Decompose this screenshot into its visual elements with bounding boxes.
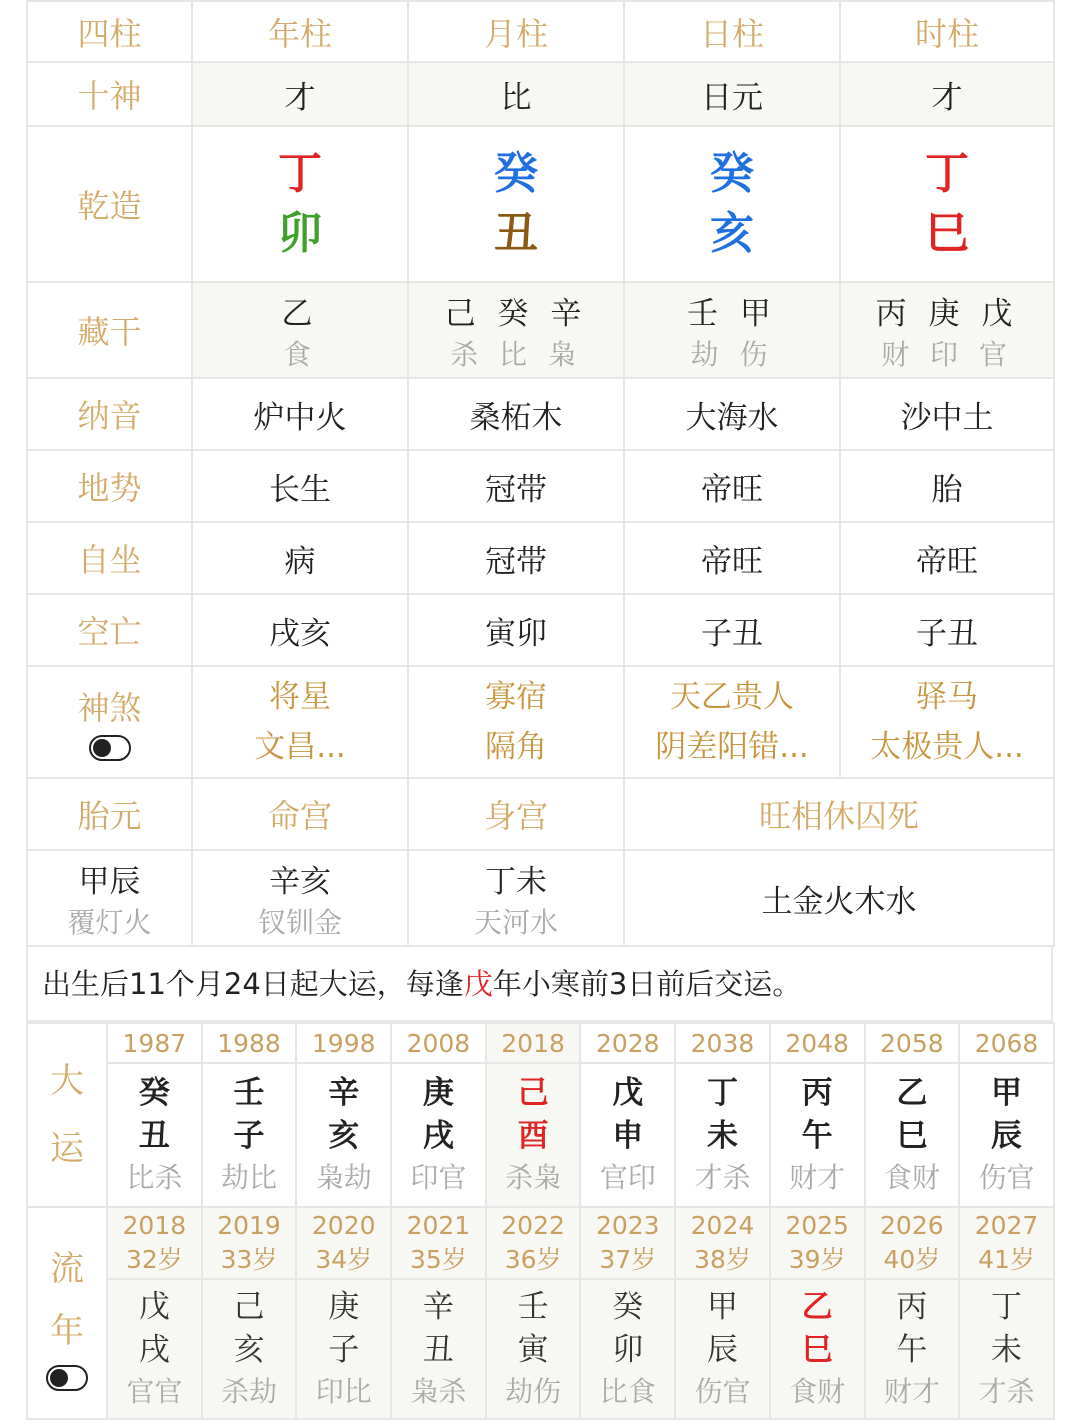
liunian-stem: 戊 — [138, 1289, 170, 1325]
dayun-cell[interactable] — [391, 1063, 486, 1207]
liunian-branch: 午 — [896, 1332, 928, 1368]
dayun-branch: 子 — [233, 1118, 265, 1154]
dayun-cell[interactable] — [770, 1063, 865, 1207]
dayun-cell[interactable] — [580, 1063, 675, 1207]
liunian-cell[interactable] — [296, 1279, 391, 1419]
shensha-toggle[interactable] — [89, 735, 131, 761]
kongwang-cell: 子丑 — [624, 594, 840, 666]
dishi-cell: 胎 — [840, 450, 1054, 522]
canggan-shen: 财 印 官 — [881, 337, 1013, 371]
shishen-row — [27, 62, 1054, 126]
liunian-year: 2026 — [880, 1210, 944, 1240]
taiyuan-header-row — [27, 778, 1054, 850]
dayun-label-char: 大 — [50, 1061, 84, 1101]
dayun-year: 1998 — [296, 1023, 391, 1063]
liunian-year-cell[interactable] — [486, 1207, 581, 1279]
shengong-ny: 天河水 — [473, 905, 558, 939]
liunian-shishen: 杀劫 — [221, 1375, 278, 1408]
dayun-shishen: 伤官 — [978, 1161, 1035, 1194]
dayun-shishen: 官印 — [599, 1161, 656, 1194]
liunian-toggle[interactable] — [46, 1365, 88, 1391]
liunian-label-char: 流 — [50, 1249, 84, 1289]
taiyuan-label: 胎元 — [27, 778, 192, 850]
shensha-label-cell — [27, 666, 192, 778]
taiyuan-ny: 覆灯火 — [67, 905, 152, 939]
dayun-branch: 午 — [801, 1118, 833, 1154]
canggan-shen: 杀 比 枭 — [450, 337, 582, 371]
dayun-branch: 亥 — [328, 1118, 360, 1154]
dayun-shishen: 印官 — [410, 1161, 467, 1194]
dayun-shishen: 才杀 — [694, 1161, 751, 1194]
dishi-cell: 冠带 — [408, 450, 624, 522]
liunian-age: 38岁 — [694, 1244, 751, 1274]
liunian-shishen: 比食 — [599, 1375, 656, 1408]
dayun-branch: 未 — [706, 1118, 738, 1154]
liunian-age: 39岁 — [788, 1244, 846, 1274]
dayun-stem: 甲 — [991, 1075, 1023, 1111]
row-label: 空亡 — [27, 594, 192, 666]
liunian-branch: 未 — [991, 1332, 1023, 1368]
kongwang-row — [27, 594, 1054, 666]
liunian-branch: 寅 — [517, 1332, 549, 1368]
liunian-year: 2018 — [122, 1210, 187, 1240]
branch: 亥 — [710, 208, 754, 259]
liunian-year-cell[interactable] — [580, 1207, 675, 1279]
liunian-side-label — [27, 1207, 107, 1419]
liunian-cell[interactable] — [675, 1279, 770, 1419]
taiyuan-value-row — [27, 850, 1054, 946]
liunian-year-cell[interactable] — [107, 1207, 202, 1279]
canggan-cell — [192, 282, 408, 378]
minggong-label: 命宫 — [192, 778, 408, 850]
shensha-cell[interactable] — [192, 666, 408, 778]
dayun-ganzhi-row — [27, 1063, 1054, 1207]
liunian-age: 41岁 — [978, 1244, 1035, 1274]
liunian-shishen: 财才 — [883, 1375, 940, 1408]
pillar-ganzhi — [192, 126, 408, 282]
liunian-shishen: 食财 — [789, 1375, 846, 1408]
dayun-cell[interactable] — [107, 1063, 202, 1207]
header-cell: 月柱 — [408, 1, 624, 62]
dayun-cell[interactable] — [486, 1063, 581, 1207]
liunian-cell[interactable] — [391, 1279, 486, 1419]
shengong-cell — [408, 850, 624, 946]
liunian-branch: 巳 — [801, 1332, 833, 1368]
row-label: 自坐 — [27, 522, 192, 594]
pillar-ganzhi — [840, 126, 1054, 282]
liunian-branch: 卯 — [612, 1332, 644, 1368]
liunian-age: 32岁 — [125, 1244, 183, 1274]
liunian-year-cell[interactable] — [391, 1207, 486, 1279]
liunian-year: 2020 — [311, 1210, 376, 1240]
row-label: 乾造 — [27, 126, 192, 282]
liunian-year: 2022 — [501, 1210, 565, 1240]
liunian-year-cell[interactable] — [770, 1207, 865, 1279]
minggong-gz: 辛亥 — [269, 863, 331, 900]
liunian-year-cell[interactable] — [202, 1207, 297, 1279]
dayun-shishen: 劫比 — [221, 1161, 278, 1194]
dayun-stem: 丁 — [706, 1075, 738, 1111]
liunian-age: 40岁 — [883, 1244, 941, 1274]
liunian-year: 2021 — [406, 1210, 471, 1240]
dayun-cell[interactable] — [865, 1063, 960, 1207]
liunian-year-cell[interactable] — [296, 1207, 391, 1279]
branch: 丑 — [494, 208, 538, 259]
liunian-stem: 己 — [233, 1289, 265, 1325]
header-cell: 日柱 — [624, 1, 840, 62]
dayun-stem: 丙 — [801, 1075, 833, 1111]
dayun-label-char: 运 — [50, 1129, 84, 1169]
dayun-branch: 巳 — [896, 1118, 928, 1154]
header-cell: 四柱 — [27, 1, 192, 62]
dayun-year: 2068 — [959, 1023, 1054, 1063]
qianzao-row — [27, 126, 1054, 282]
shensha-item: 天乙贵人 — [670, 679, 794, 715]
liunian-stem: 丙 — [896, 1289, 928, 1325]
liunian-branch: 子 — [328, 1332, 360, 1368]
liunian-shishen: 官官 — [126, 1375, 183, 1408]
dayun-branch: 戌 — [422, 1118, 454, 1154]
canggan-row — [27, 282, 1054, 378]
liunian-year: 2024 — [690, 1210, 755, 1240]
pillar-ganzhi — [408, 126, 624, 282]
liunian-cell[interactable] — [202, 1279, 297, 1419]
dayun-year: 2058 — [865, 1023, 960, 1063]
liunian-stem: 甲 — [706, 1289, 738, 1325]
branch: 巳 — [925, 208, 969, 259]
liunian-cell[interactable] — [580, 1279, 675, 1419]
dayun-cell[interactable] — [675, 1063, 770, 1207]
dayun-cell[interactable] — [202, 1063, 297, 1207]
liunian-year-row — [27, 1207, 1054, 1279]
header-cell: 时柱 — [840, 1, 1054, 62]
nayin-cell: 大海水 — [624, 378, 840, 450]
liunian-age: 36岁 — [504, 1244, 562, 1274]
bazi-table — [26, 0, 1055, 947]
liunian-ganzhi-row — [27, 1279, 1054, 1419]
dayun-year: 2018 — [486, 1023, 581, 1063]
zizuo-cell: 帝旺 — [624, 522, 840, 594]
dayun-year: 2048 — [770, 1023, 865, 1063]
dayun-shishen: 杀枭 — [505, 1161, 562, 1194]
liunian-label-char: 年 — [50, 1311, 84, 1351]
row-label: 纳音 — [27, 378, 192, 450]
liunian-shishen: 伤官 — [694, 1375, 751, 1408]
dayun-year: 2008 — [391, 1023, 486, 1063]
taiyuan-gz: 甲辰 — [78, 863, 141, 900]
liunian-branch: 戌 — [138, 1332, 170, 1368]
stem: 癸 — [710, 148, 754, 199]
shishen-cell: 日元 — [624, 62, 840, 126]
pillar-ganzhi — [624, 126, 840, 282]
liunian-age: 33岁 — [220, 1244, 278, 1274]
canggan-shen: 食 — [282, 337, 317, 371]
shensha-row — [27, 666, 1054, 778]
dayun-year: 1987 — [107, 1023, 202, 1063]
liunian-shishen: 枭杀 — [410, 1375, 467, 1408]
dishi-row — [27, 450, 1054, 522]
liunian-age: 34岁 — [315, 1244, 373, 1274]
liunian-stem: 庚 — [328, 1289, 360, 1325]
row-label: 神煞 — [77, 689, 142, 727]
liunian-cell[interactable] — [770, 1279, 865, 1419]
dayun-shishen: 食财 — [883, 1161, 940, 1194]
shengong-gz: 丁未 — [485, 863, 547, 900]
dayun-branch: 酉 — [517, 1118, 549, 1154]
liunian-year: 2023 — [595, 1210, 660, 1240]
liunian-cell[interactable] — [865, 1279, 960, 1419]
shengong-label: 身宫 — [408, 778, 624, 850]
liunian-shishen: 劫伤 — [505, 1375, 562, 1408]
taiyuan-cell — [27, 850, 192, 946]
dayun-stem: 乙 — [896, 1075, 928, 1111]
row-label: 地势 — [27, 450, 192, 522]
canggan-shen: 劫 伤 — [690, 337, 774, 371]
liunian-branch: 丑 — [422, 1332, 454, 1368]
header-cell: 年柱 — [192, 1, 408, 62]
dayun-shishen: 比杀 — [126, 1161, 183, 1194]
minggong-ny: 钗钏金 — [257, 905, 342, 939]
shensha-item: 阴差阳错... — [655, 729, 809, 765]
dayun-stem: 戊 — [612, 1075, 644, 1111]
dishi-cell: 帝旺 — [624, 450, 840, 522]
dayun-branch: 申 — [612, 1118, 644, 1154]
liunian-shishen: 才杀 — [978, 1375, 1035, 1408]
shensha-cell[interactable] — [624, 666, 840, 778]
kongwang-cell: 寅卯 — [408, 594, 624, 666]
stem: 丁 — [925, 148, 969, 199]
liunian-age: 35岁 — [410, 1244, 467, 1274]
liunian-cell[interactable] — [107, 1279, 202, 1419]
shensha-item: 隔角 — [485, 729, 547, 765]
zizuo-row — [27, 522, 1054, 594]
nayin-cell: 炉中火 — [192, 378, 408, 450]
shensha-item: 将星 — [269, 679, 331, 715]
dayun-year: 1988 — [202, 1023, 297, 1063]
liunian-year: 2027 — [974, 1210, 1039, 1240]
liunian-year-cell[interactable] — [959, 1207, 1054, 1279]
kongwang-cell: 戌亥 — [192, 594, 408, 666]
kongwang-cell: 子丑 — [840, 594, 1054, 666]
liunian-stem: 乙 — [801, 1289, 833, 1325]
canggan-cell — [840, 282, 1054, 378]
dayun-stem: 己 — [517, 1075, 549, 1111]
dayun-shishen: 财才 — [789, 1161, 846, 1194]
note-text: 出生后11个月24日起大运，每逢 — [42, 967, 464, 1001]
shensha-cell[interactable] — [408, 666, 624, 778]
note-highlight: 戊 — [463, 967, 493, 1001]
dayun-note — [26, 947, 1053, 1022]
dayun-stem: 壬 — [233, 1075, 265, 1111]
shensha-item: 文昌... — [254, 729, 346, 765]
shishen-cell: 才 — [192, 62, 408, 126]
liunian-year-cell[interactable] — [865, 1207, 960, 1279]
liunian-year: 2019 — [217, 1210, 281, 1240]
dayun-stem: 辛 — [328, 1075, 360, 1111]
dishi-cell: 长生 — [192, 450, 408, 522]
shensha-item: 驿马 — [916, 679, 978, 715]
wangxiang-label: 旺相休囚死 — [624, 778, 1054, 850]
liunian-branch: 亥 — [233, 1332, 265, 1368]
shishen-cell: 才 — [840, 62, 1054, 126]
dayun-stem: 庚 — [422, 1075, 454, 1111]
note-text: 年小寒前3日前后交运。 — [492, 967, 802, 1001]
row-label: 藏干 — [27, 282, 192, 378]
liunian-stem: 丁 — [991, 1289, 1023, 1325]
liunian-branch: 辰 — [706, 1332, 738, 1368]
dayun-year: 2028 — [580, 1023, 675, 1063]
dayun-shishen: 枭劫 — [315, 1161, 372, 1194]
canggan-gan: 乙 — [281, 295, 319, 332]
dayun-cell[interactable] — [959, 1063, 1054, 1207]
canggan-gan: 壬 甲 — [687, 295, 777, 332]
liunian-age: 37岁 — [599, 1244, 657, 1274]
zizuo-cell: 冠带 — [408, 522, 624, 594]
nayin-cell: 沙中土 — [840, 378, 1054, 450]
liunian-cell[interactable] — [959, 1279, 1054, 1419]
shishen-cell: 比 — [408, 62, 624, 126]
shensha-cell[interactable] — [840, 666, 1054, 778]
liunian-year-cell[interactable] — [675, 1207, 770, 1279]
dayun-cell[interactable] — [296, 1063, 391, 1207]
shensha-item: 太极贵人... — [870, 729, 1024, 765]
wangxiang-value: 土金火木水 — [624, 850, 1054, 946]
branch: 卯 — [278, 208, 322, 259]
dayun-liunian-table — [26, 1022, 1055, 1420]
zizuo-cell: 帝旺 — [840, 522, 1054, 594]
shensha-item: 寡宿 — [485, 679, 547, 715]
liunian-stem: 壬 — [517, 1289, 549, 1325]
dayun-branch: 丑 — [138, 1118, 170, 1154]
liunian-stem: 辛 — [422, 1289, 454, 1325]
liunian-year: 2025 — [785, 1210, 849, 1240]
header-row — [27, 1, 1054, 62]
nayin-cell: 桑柘木 — [408, 378, 624, 450]
dayun-stem: 癸 — [138, 1075, 170, 1111]
dayun-year: 2038 — [675, 1023, 770, 1063]
liunian-shishen: 印比 — [315, 1375, 372, 1408]
canggan-gan: 丙 庚 戊 — [875, 295, 1019, 332]
canggan-gan: 己 癸 辛 — [444, 295, 588, 332]
minggong-cell — [192, 850, 408, 946]
liunian-stem: 癸 — [612, 1289, 644, 1325]
zizuo-cell: 病 — [192, 522, 408, 594]
stem: 丁 — [278, 148, 322, 199]
dayun-side-label — [27, 1023, 107, 1207]
nayin-row — [27, 378, 1054, 450]
canggan-cell — [624, 282, 840, 378]
liunian-cell[interactable] — [486, 1279, 581, 1419]
canggan-cell — [408, 282, 624, 378]
dayun-branch: 辰 — [991, 1118, 1023, 1154]
row-label: 十神 — [27, 62, 192, 126]
dayun-year-row — [27, 1023, 1054, 1063]
stem: 癸 — [494, 148, 538, 199]
